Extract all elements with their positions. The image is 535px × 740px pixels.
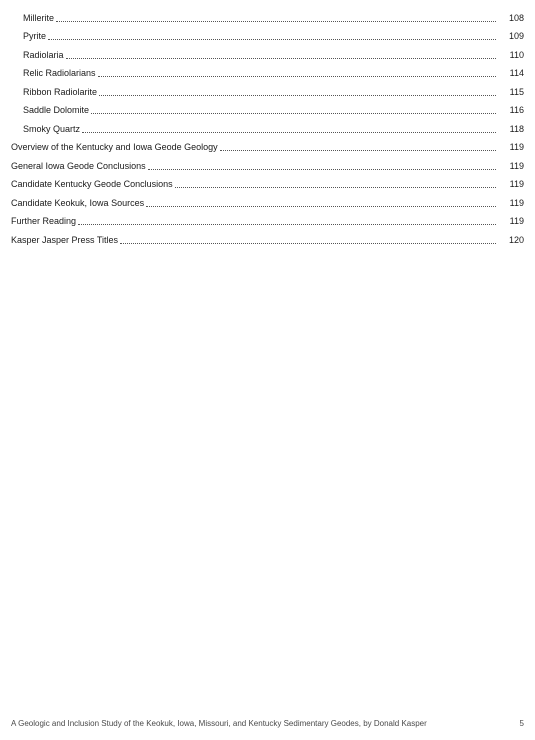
toc-entry-page: 108 [508, 12, 524, 23]
toc-entry-page: 119 [509, 179, 524, 190]
dot-leader [148, 169, 496, 170]
toc-entry-general-iowa-conclusions[interactable] [0, 157, 535, 176]
toc-entry-press-titles[interactable] [0, 231, 535, 250]
toc-entry-page: 119 [509, 216, 524, 227]
footer-page-number: 5 [519, 719, 524, 728]
toc-entry-pyrite[interactable] [0, 28, 535, 47]
toc-entry-label: Kasper Jasper Press Titles [11, 234, 119, 245]
toc-entry-label: Millerite [23, 12, 55, 23]
toc-entry-label: Candidate Keokuk, Iowa Sources [11, 197, 145, 208]
toc-entry-label: Overview of the Kentucky and Iowa Geode Geology [11, 142, 218, 153]
toc-entry-label: General Iowa Geode Conclusions [11, 160, 146, 171]
toc-entry-label: Saddle Dolomite [23, 105, 90, 116]
toc-entry-page: 110 [509, 49, 524, 60]
dot-leader [220, 150, 496, 151]
dot-leader [91, 113, 496, 114]
toc-entry-label: Pyrite [23, 31, 47, 42]
toc-entry-page: 116 [509, 105, 524, 116]
dot-leader [175, 187, 496, 188]
toc-entry-page: 120 [508, 234, 524, 245]
dot-leader [98, 76, 496, 77]
toc-entry-page: 119 [509, 197, 524, 208]
toc-entry-millerite[interactable] [0, 9, 535, 28]
toc-entry-label: Smoky Quartz [23, 123, 81, 134]
toc-entry-further-reading[interactable] [0, 213, 535, 232]
toc-entry-page: 119 [509, 142, 524, 153]
dot-leader [48, 39, 496, 40]
toc-entry-label: Radiolaria [23, 49, 64, 60]
dot-leader [66, 58, 496, 59]
footer-title: A Geologic and Inclusion Study of the Keokuk, Iowa, Missouri, and Kentucky Sedimentary Geodes, by Donald Kasper [11, 719, 427, 728]
dot-leader [99, 95, 496, 96]
dot-leader [82, 132, 496, 133]
toc-entry-overview[interactable] [0, 139, 535, 158]
toc-entry-candidate-keokuk-sources[interactable] [0, 194, 535, 213]
toc-entry-label: Further Reading [11, 216, 77, 227]
dot-leader [56, 21, 496, 22]
toc-entry-page: 119 [509, 160, 524, 171]
toc-entry-ribbon-radiolarite[interactable] [0, 83, 535, 102]
toc-entry-saddle-dolomite[interactable] [0, 102, 535, 121]
page-footer [11, 719, 524, 728]
toc-entry-page: 109 [508, 31, 524, 42]
toc-entry-page: 115 [509, 86, 524, 97]
dot-leader [146, 206, 496, 207]
dot-leader [120, 243, 496, 244]
toc-entry-label: Relic Radiolarians [23, 68, 96, 79]
toc-entry-candidate-kentucky-conclusions[interactable] [0, 176, 535, 195]
toc-entry-label: Candidate Kentucky Geode Conclusions [11, 179, 173, 190]
toc-entry-smoky-quartz[interactable] [0, 120, 535, 139]
toc-entry-relic-radiolarians[interactable] [0, 65, 535, 84]
toc-entry-page: 114 [509, 68, 524, 79]
toc-entry-radiolaria[interactable] [0, 46, 535, 65]
toc-entry-label: Ribbon Radiolarite [23, 86, 98, 97]
dot-leader [78, 224, 496, 225]
table-of-contents [0, 9, 535, 250]
toc-entry-page: 118 [509, 123, 524, 134]
